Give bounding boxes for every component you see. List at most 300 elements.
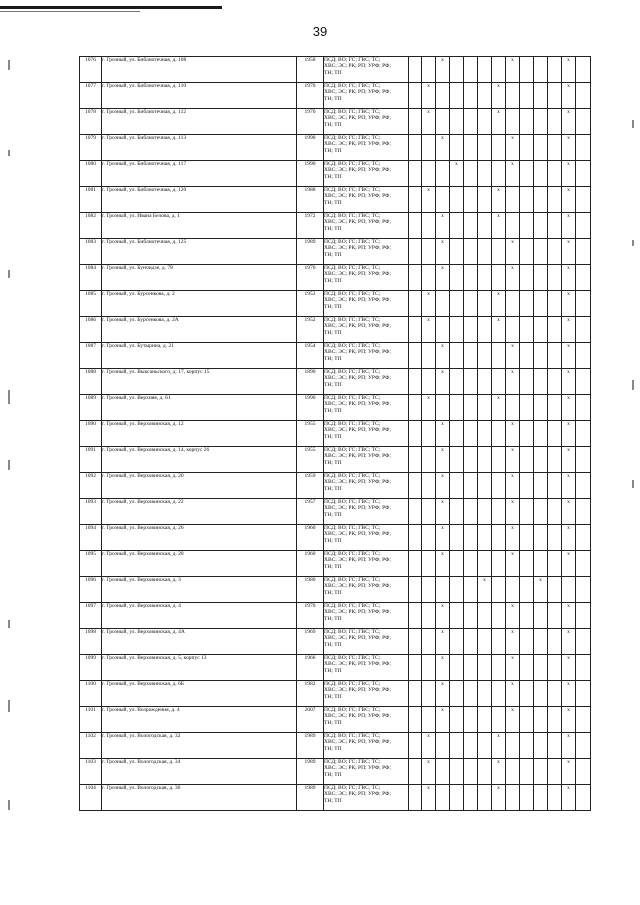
mark-cell: [450, 681, 464, 707]
work-types-line: ХВС; ЭС; РК; РП; УРФ; РФ;: [324, 167, 391, 174]
mark-cell: [548, 759, 562, 785]
mark-cell: [520, 135, 534, 161]
mark-cell: [576, 343, 591, 369]
mark-cell: [409, 473, 422, 499]
work-types-line: ХВС; ЭС; РК; РП; УРФ; РФ;: [324, 479, 391, 486]
mark-cell: [576, 317, 591, 343]
mark-cell: [534, 265, 548, 291]
mark-cell: [450, 421, 464, 447]
mark-cell: x: [562, 291, 576, 317]
row-number: 1081: [80, 187, 102, 213]
mark-cell: x: [492, 109, 506, 135]
row-number: 1080: [80, 161, 102, 187]
row-address: г. Грозный, ул. Библиотечная, д. 108: [102, 57, 297, 83]
mark-cell: [576, 161, 591, 187]
mark-cell: [520, 525, 534, 551]
mark-cell: [478, 525, 492, 551]
mark-cell: x: [562, 135, 576, 161]
mark-cell: [576, 759, 591, 785]
mark-cell: [534, 629, 548, 655]
row-work-types: [324, 187, 409, 213]
mark-cell: [450, 473, 464, 499]
mark-cell: [492, 265, 506, 291]
mark-cell: [534, 525, 548, 551]
row-number: 1104: [80, 785, 102, 811]
mark-cell: [548, 265, 562, 291]
mark-cell: [506, 785, 520, 811]
row-address: г. Грозный, ул. Библиотечная, д. 113: [102, 135, 297, 161]
mark-cell: x: [422, 109, 436, 135]
mark-cell: [450, 733, 464, 759]
row-address: г. Грозный, ул. Бурсенкова, д. 2А: [102, 317, 297, 343]
mark-cell: [478, 629, 492, 655]
table-row: [80, 551, 591, 577]
mark-cell: [464, 135, 478, 161]
mark-cell: [478, 473, 492, 499]
mark-cell: x: [422, 187, 436, 213]
work-types-line: ТН; ТП: [324, 719, 342, 726]
row-year: 1957: [297, 499, 324, 525]
row-number: 1078: [80, 109, 102, 135]
mark-cell: [492, 681, 506, 707]
mark-cell: [436, 161, 450, 187]
row-number: 1088: [80, 369, 102, 395]
table-row: [80, 421, 591, 447]
mark-cell: [422, 707, 436, 733]
row-number: 1091: [80, 447, 102, 473]
mark-cell: [548, 785, 562, 811]
mark-cell: x: [506, 369, 520, 395]
mark-cell: [534, 135, 548, 161]
mark-cell: x: [436, 447, 450, 473]
mark-cell: [576, 525, 591, 551]
mark-cell: [422, 447, 436, 473]
work-types-line: ПСД; ВО; ГС; ГВС; ТС;: [324, 447, 381, 453]
mark-cell: [464, 265, 478, 291]
mark-cell: [576, 291, 591, 317]
mark-cell: [436, 759, 450, 785]
row-address: г. Грозный, ул. Верховинская, д. 26: [102, 525, 297, 551]
mark-cell: [409, 655, 422, 681]
mark-cell: [548, 239, 562, 265]
row-address: г. Грозный, ул. Библиотечная, д. 125: [102, 239, 297, 265]
table-row: [80, 83, 591, 109]
mark-cell: [409, 759, 422, 785]
row-address: г. Грозный, ул. Верховинская, д. 3: [102, 577, 297, 603]
mark-cell: x: [492, 187, 506, 213]
work-types-line: ХВС; ЭС; РК; РП; УРФ; РФ;: [324, 297, 391, 304]
row-address: г. Грозный, ул. Бутырина, д. 21: [102, 343, 297, 369]
mark-cell: [478, 681, 492, 707]
mark-cell: x: [506, 499, 520, 525]
row-number: 1082: [80, 213, 102, 239]
row-work-types: [324, 603, 409, 629]
row-number: 1094: [80, 525, 102, 551]
table-row: [80, 447, 591, 473]
mark-cell: x: [436, 499, 450, 525]
mark-cell: [409, 109, 422, 135]
row-address: г. Грозный, ул. Библиотечная, д. 117: [102, 161, 297, 187]
mark-cell: [492, 447, 506, 473]
mark-cell: [520, 395, 534, 421]
row-year: 1989: [297, 733, 324, 759]
work-types-line: ПСД; ВО; ГС; ГВС; ТС;: [324, 317, 381, 323]
mark-cell: [548, 187, 562, 213]
mark-cell: x: [436, 369, 450, 395]
mark-cell: [478, 135, 492, 161]
mark-cell: [409, 135, 422, 161]
work-types-line: ХВС; ЭС; РК; РП; УРФ; РФ;: [324, 505, 391, 512]
mark-cell: x: [562, 83, 576, 109]
row-address: г. Грозный, ул. Библиотечная, д. 120: [102, 187, 297, 213]
mark-cell: [464, 733, 478, 759]
work-types-line: ХВС; ЭС; РК; РП; УРФ; РФ;: [324, 739, 391, 746]
mark-cell: [534, 213, 548, 239]
row-number: 1083: [80, 239, 102, 265]
work-types-line: ХВС; ЭС; РК; РП; УРФ; РФ;: [324, 375, 391, 382]
mark-cell: [520, 473, 534, 499]
mark-cell: x: [506, 343, 520, 369]
mark-cell: [520, 707, 534, 733]
row-number: 1087: [80, 343, 102, 369]
table-row: [80, 395, 591, 421]
mark-cell: [534, 395, 548, 421]
mark-cell: [464, 785, 478, 811]
mark-cell: [478, 239, 492, 265]
mark-cell: x: [562, 239, 576, 265]
mark-cell: x: [422, 733, 436, 759]
mark-cell: [506, 395, 520, 421]
row-year: 1990: [297, 395, 324, 421]
mark-cell: [450, 369, 464, 395]
mark-cell: [409, 707, 422, 733]
mark-cell: [450, 785, 464, 811]
mark-cell: [409, 83, 422, 109]
mark-cell: x: [506, 421, 520, 447]
mark-cell: [436, 109, 450, 135]
mark-cell: [492, 57, 506, 83]
mark-cell: [422, 551, 436, 577]
work-types-line: ПСД; ВО; ГС; ГВС; ТС;: [324, 421, 381, 427]
row-year: 1960: [297, 525, 324, 551]
mark-cell: [506, 213, 520, 239]
work-types-line: ПСД; ВО; ГС; ГВС; ТС;: [324, 265, 381, 271]
mark-cell: [464, 707, 478, 733]
mark-cell: x: [562, 785, 576, 811]
row-number: 1093: [80, 499, 102, 525]
row-work-types: [324, 343, 409, 369]
mark-cell: x: [436, 239, 450, 265]
mark-cell: [478, 343, 492, 369]
work-types-line: ТН; ТП: [324, 589, 342, 596]
mark-cell: x: [506, 265, 520, 291]
work-types-line: ТН; ТП: [324, 407, 342, 414]
mark-cell: [464, 317, 478, 343]
mark-cell: x: [492, 785, 506, 811]
mark-cell: [450, 447, 464, 473]
work-types-line: ХВС; ЭС; РК; РП; УРФ; РФ;: [324, 63, 391, 70]
mark-cell: [450, 239, 464, 265]
mark-cell: x: [562, 421, 576, 447]
mark-cell: [534, 109, 548, 135]
mark-cell: x: [436, 265, 450, 291]
mark-cell: [576, 629, 591, 655]
mark-cell: [548, 135, 562, 161]
mark-cell: [450, 577, 464, 603]
mark-cell: x: [562, 447, 576, 473]
work-types-line: ТН; ТП: [324, 277, 342, 284]
work-types-line: ХВС; ЭС; РК; РП; УРФ; РФ;: [324, 271, 391, 278]
work-types-line: ПСД; ВО; ГС; ГВС; ТС;: [324, 707, 381, 713]
mark-cell: x: [562, 603, 576, 629]
mark-cell: [548, 109, 562, 135]
mark-cell: [436, 187, 450, 213]
mark-cell: x: [492, 213, 506, 239]
row-address: г. Грозный, ул. Бурсенкова, д. 2: [102, 291, 297, 317]
mark-cell: [534, 161, 548, 187]
mark-cell: [422, 161, 436, 187]
mark-cell: [506, 317, 520, 343]
table-row: [80, 213, 591, 239]
row-year: 1970: [297, 109, 324, 135]
row-address: г. Грозный, ул. Библиотечная, д. 112: [102, 109, 297, 135]
mark-cell: x: [562, 681, 576, 707]
mark-cell: [464, 369, 478, 395]
mark-cell: [548, 707, 562, 733]
mark-cell: [576, 785, 591, 811]
work-types-line: ТН; ТП: [324, 511, 342, 518]
mark-cell: x: [436, 707, 450, 733]
mark-cell: x: [506, 473, 520, 499]
work-types-line: ПСД; ВО; ГС; ГВС; ТС;: [324, 161, 381, 167]
row-work-types: [324, 759, 409, 785]
work-types-line: ПСД; ВО; ГС; ГВС; ТС;: [324, 213, 381, 219]
work-types-line: ХВС; ЭС; РК; РП; УРФ; РФ;: [324, 141, 391, 148]
mark-cell: [436, 395, 450, 421]
work-types-line: ХВС; ЭС; РК; РП; УРФ; РФ;: [324, 635, 391, 642]
work-types-line: ТН; ТП: [324, 745, 342, 752]
mark-cell: [492, 473, 506, 499]
mark-cell: [534, 785, 548, 811]
mark-cell: [450, 291, 464, 317]
mark-cell: x: [506, 603, 520, 629]
work-types-line: ПСД; ВО; ГС; ГВС; ТС;: [324, 473, 381, 479]
mark-cell: [478, 317, 492, 343]
row-year: 1954: [297, 343, 324, 369]
mark-cell: [436, 733, 450, 759]
table-row: [80, 629, 591, 655]
mark-cell: x: [436, 525, 450, 551]
mark-cell: [576, 187, 591, 213]
row-work-types: [324, 421, 409, 447]
row-number: 1089: [80, 395, 102, 421]
work-types-line: ПСД; ВО; ГС; ГВС; ТС;: [324, 785, 381, 791]
mark-cell: [464, 577, 478, 603]
mark-cell: [464, 109, 478, 135]
row-address: г. Грозный, ул. Верховинская, д. 6Б: [102, 681, 297, 707]
mark-cell: x: [562, 655, 576, 681]
row-year: 2007: [297, 707, 324, 733]
work-types-line: ХВС; ЭС; РК; РП; УРФ; РФ;: [324, 427, 391, 434]
mark-cell: [548, 629, 562, 655]
mark-cell: x: [562, 161, 576, 187]
mark-cell: [576, 499, 591, 525]
mark-cell: [520, 603, 534, 629]
mark-cell: [576, 135, 591, 161]
mark-cell: x: [562, 395, 576, 421]
mark-cell: x: [506, 525, 520, 551]
mark-cell: [464, 343, 478, 369]
row-year: 1982: [297, 681, 324, 707]
mark-cell: [492, 499, 506, 525]
mark-cell: [422, 655, 436, 681]
work-types-line: ТН; ТП: [324, 641, 342, 648]
mark-cell: [464, 187, 478, 213]
work-types-line: ПСД; ВО; ГС; ГВС; ТС;: [324, 577, 381, 583]
mark-cell: [422, 577, 436, 603]
mark-cell: [478, 83, 492, 109]
mark-cell: [520, 343, 534, 369]
header-rule: [0, 6, 222, 9]
row-work-types: [324, 83, 409, 109]
row-address: г. Грозный, ул. Верховинская, д. 14, корпус 26: [102, 447, 297, 473]
work-types-line: ПСД; ВО; ГС; ГВС; ТС;: [324, 603, 381, 609]
mark-cell: [478, 733, 492, 759]
mark-cell: [436, 785, 450, 811]
mark-cell: [478, 785, 492, 811]
row-number: 1103: [80, 759, 102, 785]
row-address: г. Грозный, ул. Верхняя, д. 61: [102, 395, 297, 421]
mark-cell: x: [562, 525, 576, 551]
row-work-types: [324, 135, 409, 161]
mark-cell: [409, 317, 422, 343]
row-address: г. Грозный, ул. Ивана Белова, д. 1: [102, 213, 297, 239]
work-types-line: ТН; ТП: [324, 615, 342, 622]
row-work-types: [324, 655, 409, 681]
mark-cell: [436, 577, 450, 603]
table-row: [80, 759, 591, 785]
mark-cell: x: [436, 473, 450, 499]
row-year: 1955: [297, 447, 324, 473]
mark-cell: [450, 499, 464, 525]
mark-cell: [520, 629, 534, 655]
work-types-line: ТН; ТП: [324, 121, 342, 128]
mark-cell: [464, 655, 478, 681]
mark-cell: [478, 57, 492, 83]
mark-cell: [409, 239, 422, 265]
row-number: 1101: [80, 707, 102, 733]
row-work-types: [324, 161, 409, 187]
mark-cell: x: [506, 57, 520, 83]
mark-cell: x: [506, 135, 520, 161]
work-types-line: ХВС; ЭС; РК; РП; УРФ; РФ;: [324, 791, 391, 798]
mark-cell: [520, 447, 534, 473]
row-number: 1079: [80, 135, 102, 161]
mark-cell: x: [492, 733, 506, 759]
row-number: 1084: [80, 265, 102, 291]
mark-cell: x: [492, 291, 506, 317]
mark-cell: x: [506, 447, 520, 473]
row-address: г. Грозный, ул. Верховинская, д. 4А: [102, 629, 297, 655]
mark-cell: [520, 733, 534, 759]
mark-cell: [520, 187, 534, 213]
mark-cell: [464, 759, 478, 785]
mark-cell: [534, 707, 548, 733]
mark-cell: [478, 291, 492, 317]
mark-cell: [548, 655, 562, 681]
mark-cell: [548, 317, 562, 343]
mark-cell: [534, 447, 548, 473]
work-types-line: ПСД; ВО; ГС; ГВС; ТС;: [324, 83, 381, 89]
work-types-line: ПСД; ВО; ГС; ГВС; ТС;: [324, 525, 381, 531]
work-types-line: ТН; ТП: [324, 771, 342, 778]
mark-cell: [422, 421, 436, 447]
table-row: [80, 499, 591, 525]
mark-cell: [520, 421, 534, 447]
mark-cell: [576, 707, 591, 733]
mark-cell: [534, 733, 548, 759]
mark-cell: [409, 265, 422, 291]
mark-cell: [534, 239, 548, 265]
mark-cell: [450, 551, 464, 577]
row-number: 1100: [80, 681, 102, 707]
row-year: 1990: [297, 161, 324, 187]
mark-cell: [548, 681, 562, 707]
mark-cell: [520, 577, 534, 603]
row-year: 1970: [297, 603, 324, 629]
mark-cell: [409, 161, 422, 187]
table-row: [80, 733, 591, 759]
work-types-line: ХВС; ЭС; РК; РП; УРФ; РФ;: [324, 89, 391, 96]
mark-cell: [409, 577, 422, 603]
table-row: [80, 369, 591, 395]
work-types-line: ПСД; ВО; ГС; ГВС; ТС;: [324, 369, 381, 375]
mark-cell: x: [506, 239, 520, 265]
mark-cell: [520, 265, 534, 291]
mark-cell: x: [562, 57, 576, 83]
mark-cell: [548, 369, 562, 395]
mark-cell: [520, 291, 534, 317]
row-number: 1077: [80, 83, 102, 109]
mark-cell: [492, 629, 506, 655]
mark-cell: [464, 447, 478, 473]
mark-cell: [450, 395, 464, 421]
register-rows: [80, 57, 591, 811]
mark-cell: [409, 681, 422, 707]
work-types-line: ХВС; ЭС; РК; РП; УРФ; РФ;: [324, 687, 391, 694]
mark-cell: [534, 317, 548, 343]
mark-cell: [562, 577, 576, 603]
mark-cell: [464, 525, 478, 551]
work-types-line: ТН; ТП: [324, 329, 342, 336]
mark-cell: [492, 421, 506, 447]
mark-cell: [464, 473, 478, 499]
mark-cell: [422, 499, 436, 525]
table-row: [80, 109, 591, 135]
mark-cell: [534, 83, 548, 109]
mark-cell: x: [562, 187, 576, 213]
row-year: 1958: [297, 57, 324, 83]
mark-cell: x: [492, 759, 506, 785]
work-types-line: ХВС; ЭС; РК; РП; УРФ; РФ;: [324, 453, 391, 460]
row-address: г. Грозный, ул. Верховинская, д. 28: [102, 551, 297, 577]
work-types-line: ТН; ТП: [324, 199, 342, 206]
mark-cell: [576, 109, 591, 135]
mark-cell: [464, 239, 478, 265]
mark-cell: [520, 109, 534, 135]
mark-cell: [534, 759, 548, 785]
work-types-line: ХВС; ЭС; РК; РП; УРФ; РФ;: [324, 219, 391, 226]
